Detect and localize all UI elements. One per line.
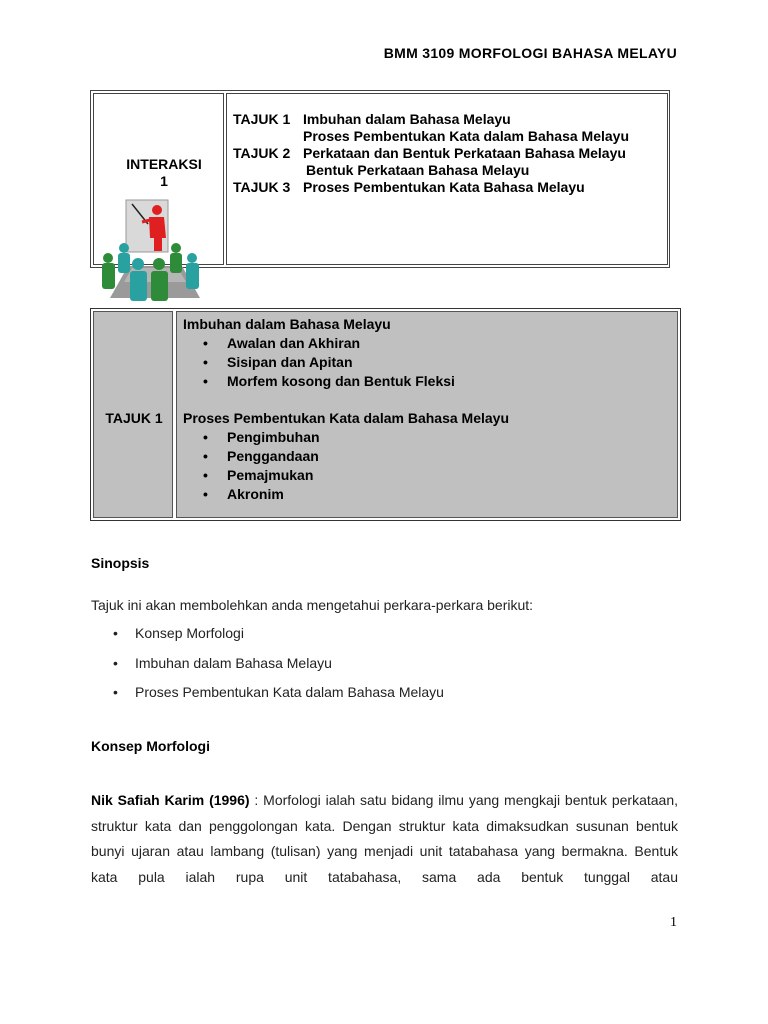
list-item: • Awalan dan Akhiran [183,334,509,353]
section1-list [183,334,509,391]
tajuk-table [90,308,681,521]
list-item: • Akronim [183,485,509,504]
list-item: • Imbuhan dalam Bahasa Melayu [91,655,444,685]
classroom-illustration-icon [96,196,204,302]
konsep-paragraph [91,788,678,890]
sinopsis-heading: Sinopsis [91,555,150,571]
topic-line: TAJUK 2 Perkataan dan Bentuk Perkataan Bahasa Melayu [233,145,626,161]
topics-cell [226,93,668,265]
list-item: • Proses Pembentukan Kata dalam Bahasa Melayu [91,684,444,714]
list-item: • Sisipan dan Apitan [183,353,509,372]
topic-line: TAJUK 3 Proses Pembentukan Kata Bahasa Melayu [233,179,585,195]
topic-line: Bentuk Perkataan Bahasa Melayu [306,162,530,178]
list-item: • Morfem kosong dan Bentuk Fleksi [183,372,509,391]
konsep-heading: Konsep Morfologi [91,738,210,754]
paragraph-text: : Morfologi ialah satu bidang ilmu yang mengkaji bentuk perkataan, struktur kata dan penggolongan kata. Dengan struktur kata dimaksudkan susunan bentuk bunyi ujaran atau lambang (tulisan) yang menjadi unit tatabahasa yang bermakna. Bentuk kata pula ialah rupa unit tatabahasa, sama ada bentuk tunggal atau [91,792,678,885]
topic-line: Proses Pembentukan Kata dalam Bahasa Melayu [303,128,630,144]
interaction-cell [93,93,224,265]
topic-line: TAJUK 1 Imbuhan dalam Bahasa Melayu [233,111,511,127]
section2-list [183,428,509,504]
author-citation: Nik Safiah Karim (1996) [91,792,250,808]
sinopsis-intro: Tajuk ini akan membolehkan anda mengetahui perkara-perkara berikut: [91,597,534,613]
interaction-table [90,90,670,268]
sinopsis-list [91,625,444,714]
page-number: 1 [670,915,677,930]
tajuk-label: TAJUK 1 [105,410,163,426]
section-title: Proses Pembentukan Kata dalam Bahasa Melayu [183,410,510,426]
topic-list [233,111,629,196]
list-item: • Pemajmukan [183,466,509,485]
tajuk-label-cell [93,311,173,518]
document-header: BMM 3109 MORFOLOGI BAHASA MELAYU [383,45,677,61]
interaction-label: INTERAKSI 1 [126,156,202,189]
section-title: Imbuhan dalam Bahasa Melayu [183,316,391,332]
tajuk-content-cell [176,311,678,518]
list-item: • Penggandaan [183,447,509,466]
list-item: • Konsep Morfologi [91,625,444,655]
tajuk-content [183,315,509,504]
list-item: • Pengimbuhan [183,428,509,447]
